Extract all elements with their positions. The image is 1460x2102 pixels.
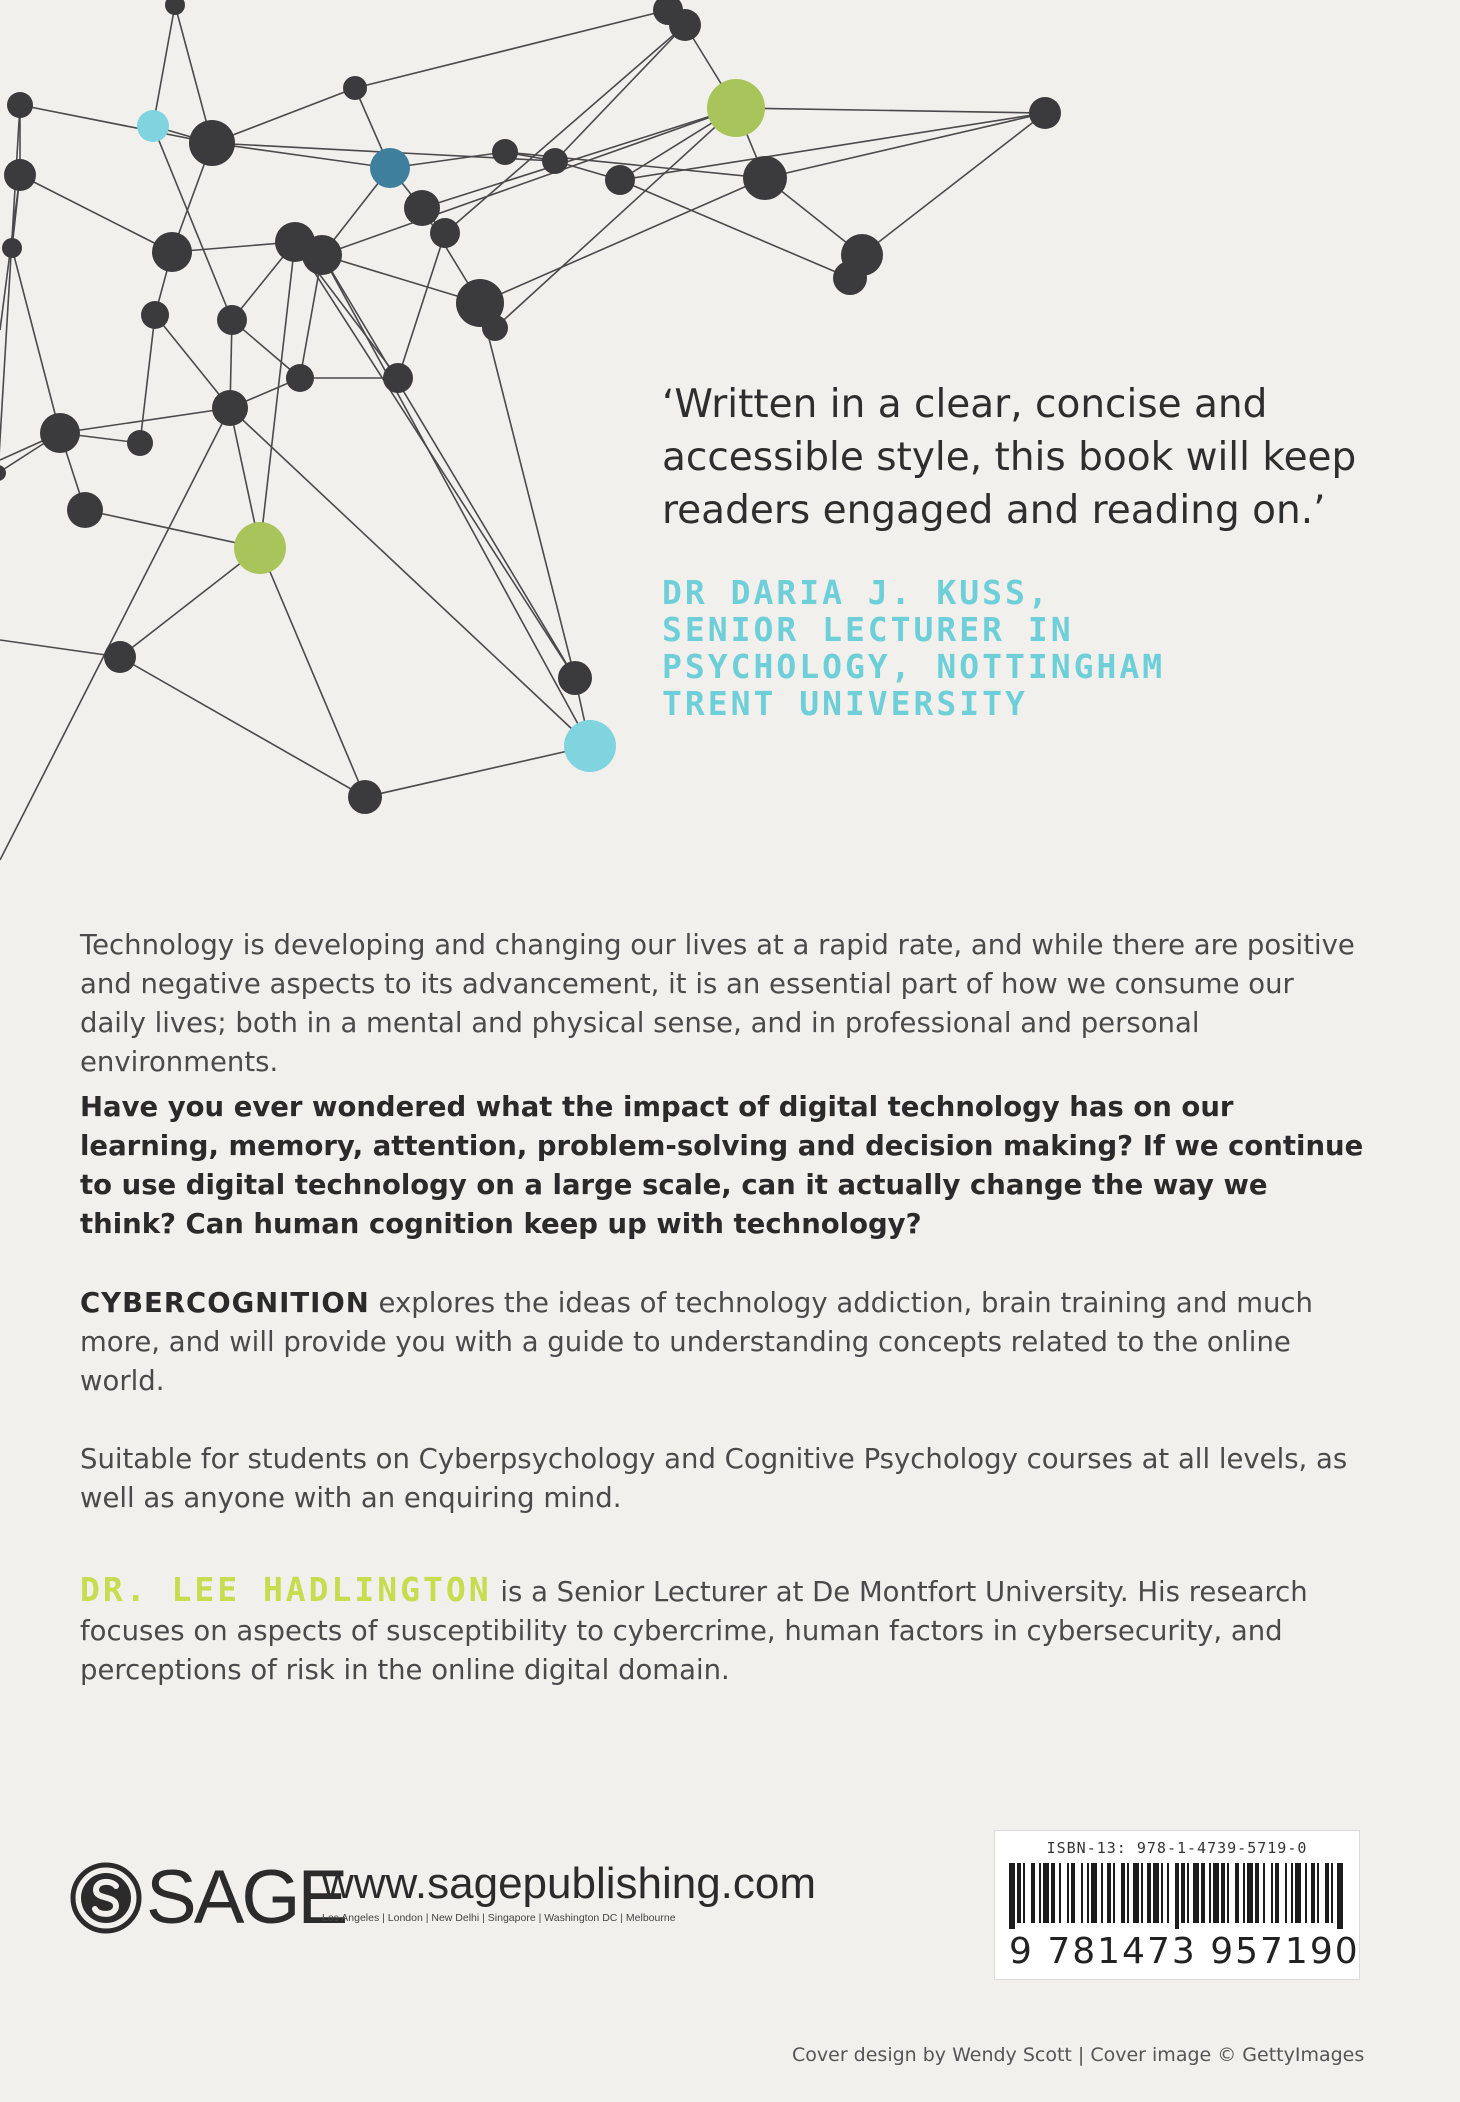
barcode-bar — [1071, 1863, 1075, 1923]
network-node — [370, 148, 410, 188]
network-node — [482, 315, 508, 341]
barcode-bar — [1295, 1863, 1301, 1923]
network-node — [558, 661, 592, 695]
network-node — [286, 364, 314, 392]
barcode-bar — [1311, 1863, 1315, 1923]
barcode-icon — [1009, 1863, 1345, 1929]
barcode-bar — [1121, 1863, 1125, 1923]
barcode-bar — [1101, 1863, 1103, 1923]
network-edge — [295, 242, 575, 678]
barcode-bar — [1187, 1863, 1189, 1923]
network-edge — [322, 255, 575, 678]
barcode-bar — [1271, 1863, 1273, 1923]
audience-paragraph: Suitable for students on Cyberpsychology and Cognitive Psychology courses at all levels, as well as anyone with an enquiring mind. — [80, 1443, 1348, 1514]
network-node — [492, 139, 518, 165]
publisher-website — [322, 1858, 816, 1924]
attribution-line: PSYCHOLOGY, NOTTINGHAM — [662, 647, 1166, 686]
network-node — [669, 9, 701, 41]
barcode-bar — [1193, 1863, 1199, 1923]
network-edge — [555, 25, 685, 161]
barcode-bar — [1067, 1863, 1069, 1923]
network-node — [137, 110, 169, 142]
network-node — [104, 641, 136, 673]
network-edge — [355, 10, 668, 88]
description-paragraph: Technology is developing and changing our lives at a rapid rate, and while there are positive and negative aspects to its advancement, it is an essential part of how we consume our daily lives; both in a mental and physical sense, and in professional and personal environments. — [80, 929, 1355, 1078]
book-summary-paragraph — [80, 1284, 1366, 1401]
network-node — [2, 238, 22, 258]
network-node — [217, 305, 247, 335]
barcode-bar — [1127, 1863, 1129, 1923]
barcode-bar — [1285, 1863, 1287, 1923]
barcode-bar — [1221, 1863, 1225, 1923]
author-name: DR. LEE HADLINGTON — [80, 1570, 492, 1609]
barcode-bar — [1213, 1863, 1219, 1923]
barcode-bar — [1107, 1863, 1111, 1923]
attribution-line: TRENT UNIVERSITY — [662, 684, 1028, 723]
cover-credits: Cover design by Wendy Scott | Cover image © GettyImages — [792, 2044, 1365, 2066]
network-node — [189, 120, 235, 166]
network-node — [404, 190, 440, 226]
quote-line: readers engaged and reading on.’ — [662, 488, 1326, 533]
network-edge — [120, 548, 260, 657]
barcode-bar — [1017, 1863, 1021, 1923]
network-edge — [322, 255, 590, 746]
sage-logo-text: SAGE — [146, 1855, 346, 1940]
publisher-url[interactable]: www.sagepublishing.com — [322, 1859, 817, 1908]
network-edge — [12, 248, 60, 433]
network-edge — [260, 548, 365, 797]
network-edge — [20, 105, 212, 143]
barcode-bar — [1031, 1863, 1035, 1923]
network-edge — [620, 180, 850, 278]
network-node — [234, 522, 286, 574]
network-node — [67, 492, 103, 528]
network-node — [743, 156, 787, 200]
barcode-bar — [1091, 1863, 1097, 1923]
barcode-bar — [1059, 1863, 1061, 1923]
barcode-bar — [1243, 1863, 1245, 1923]
attribution-line: DR DARIA J. KUSS, — [662, 573, 1051, 612]
barcode-bar — [1331, 1863, 1333, 1923]
isbn-label: ISBN-13: 978-1-4739-5719-0 — [1046, 1839, 1308, 1857]
barcode-bar — [1317, 1863, 1319, 1923]
barcode-bar — [1023, 1863, 1025, 1923]
network-edge — [480, 303, 575, 678]
network-edge — [495, 108, 736, 328]
barcode-bar — [1305, 1863, 1307, 1923]
network-edge — [85, 510, 260, 548]
network-node — [152, 232, 192, 272]
barcode-bar — [1263, 1863, 1265, 1923]
barcode-bar — [1133, 1863, 1139, 1923]
network-node — [302, 235, 342, 275]
network-node — [7, 92, 33, 118]
quote-line: accessible style, this book will keep — [662, 435, 1357, 480]
barcode-bar — [1227, 1863, 1229, 1923]
network-edge — [0, 408, 230, 860]
author-bio-text: is a Senior Lecturer at De Montfort University. His research focuses on aspects of susceptibility to cybercrime, human factors in cybersecurity, and perceptions of risk in the online digital domain. — [80, 1576, 1308, 1686]
barcode-bar — [1175, 1863, 1179, 1929]
quote-line: ‘Written in a clear, concise and — [662, 382, 1268, 427]
network-node — [348, 780, 382, 814]
network-edge — [480, 178, 765, 303]
network-node — [343, 76, 367, 100]
network-node — [165, 0, 185, 15]
network-node — [4, 159, 36, 191]
network-edge — [736, 108, 1045, 113]
network-edge — [212, 143, 390, 168]
barcode-bar — [1081, 1863, 1083, 1923]
sage-logo — [70, 1855, 346, 1940]
network-edge — [422, 108, 736, 208]
network-node — [212, 390, 248, 426]
barcode-bar — [1291, 1863, 1293, 1923]
barcode-bar — [1009, 1863, 1015, 1929]
barcode-bar — [1209, 1863, 1211, 1923]
network-node — [40, 413, 80, 453]
barcode-bar — [1337, 1863, 1343, 1929]
barcode-bar — [1087, 1863, 1089, 1923]
network-node — [605, 165, 635, 195]
barcode-bar — [1153, 1863, 1159, 1923]
barcode-bar — [1201, 1863, 1205, 1923]
barcode-bar — [1113, 1863, 1115, 1923]
publisher-cities: Los Angeles | London | New Delhi | Singapore | Washington DC | Melbourne — [322, 1912, 676, 1924]
book-title: CYBERCOGNITION — [80, 1287, 370, 1319]
barcode-bar — [1255, 1863, 1259, 1923]
barcode-bar — [1043, 1863, 1049, 1923]
summary-text: explores the ideas of technology addiction, brain training and much more, and will provide you with a guide to understanding concepts related to the online world. — [80, 1287, 1313, 1397]
sage-logo-icon — [70, 1862, 142, 1934]
barcode-bar — [1039, 1863, 1041, 1923]
network-edge — [398, 233, 445, 378]
network-node — [707, 79, 765, 137]
network-edge — [365, 746, 590, 797]
network-edge — [20, 175, 172, 252]
barcode-digits: 9 781473 957190 — [1009, 1931, 1360, 1972]
network-node — [0, 465, 6, 481]
barcode-bar — [1167, 1863, 1169, 1923]
quote-attribution — [662, 574, 1382, 722]
isbn-barcode — [994, 1830, 1360, 1980]
network-node — [1029, 97, 1061, 129]
network-node — [564, 720, 616, 772]
network-edge — [153, 5, 175, 126]
barcode-bar — [1247, 1863, 1253, 1923]
questions-paragraph: Have you ever wondered what the impact of digital technology has on our learning, memory, attention, problem-solving and decision making? If we continue to use digital technology on a large scale, can it actually change the way we think? Can human cognition keep up with technology? — [80, 1091, 1364, 1240]
network-edge — [140, 315, 155, 443]
network-edge — [120, 657, 365, 797]
author-bio-paragraph — [80, 1570, 1366, 1690]
network-node — [833, 261, 867, 295]
barcode-bar — [1181, 1863, 1185, 1923]
network-edge — [230, 408, 590, 746]
network-node — [430, 218, 460, 248]
attribution-line: SENIOR LECTURER IN — [662, 610, 1074, 649]
network-edge — [260, 242, 295, 548]
barcode-bar — [1141, 1863, 1143, 1923]
barcode-bar — [1325, 1863, 1329, 1923]
review-quote — [662, 378, 1392, 537]
barcode-bar — [1161, 1863, 1163, 1923]
barcode-bar — [1051, 1863, 1055, 1923]
network-edge — [0, 640, 120, 657]
barcode-bar — [1235, 1863, 1239, 1923]
network-node — [141, 301, 169, 329]
barcode-bar — [1275, 1863, 1279, 1923]
network-node — [383, 363, 413, 393]
network-edge — [60, 408, 230, 433]
barcode-bar — [1147, 1863, 1151, 1923]
network-node — [542, 148, 568, 174]
network-node — [127, 430, 153, 456]
